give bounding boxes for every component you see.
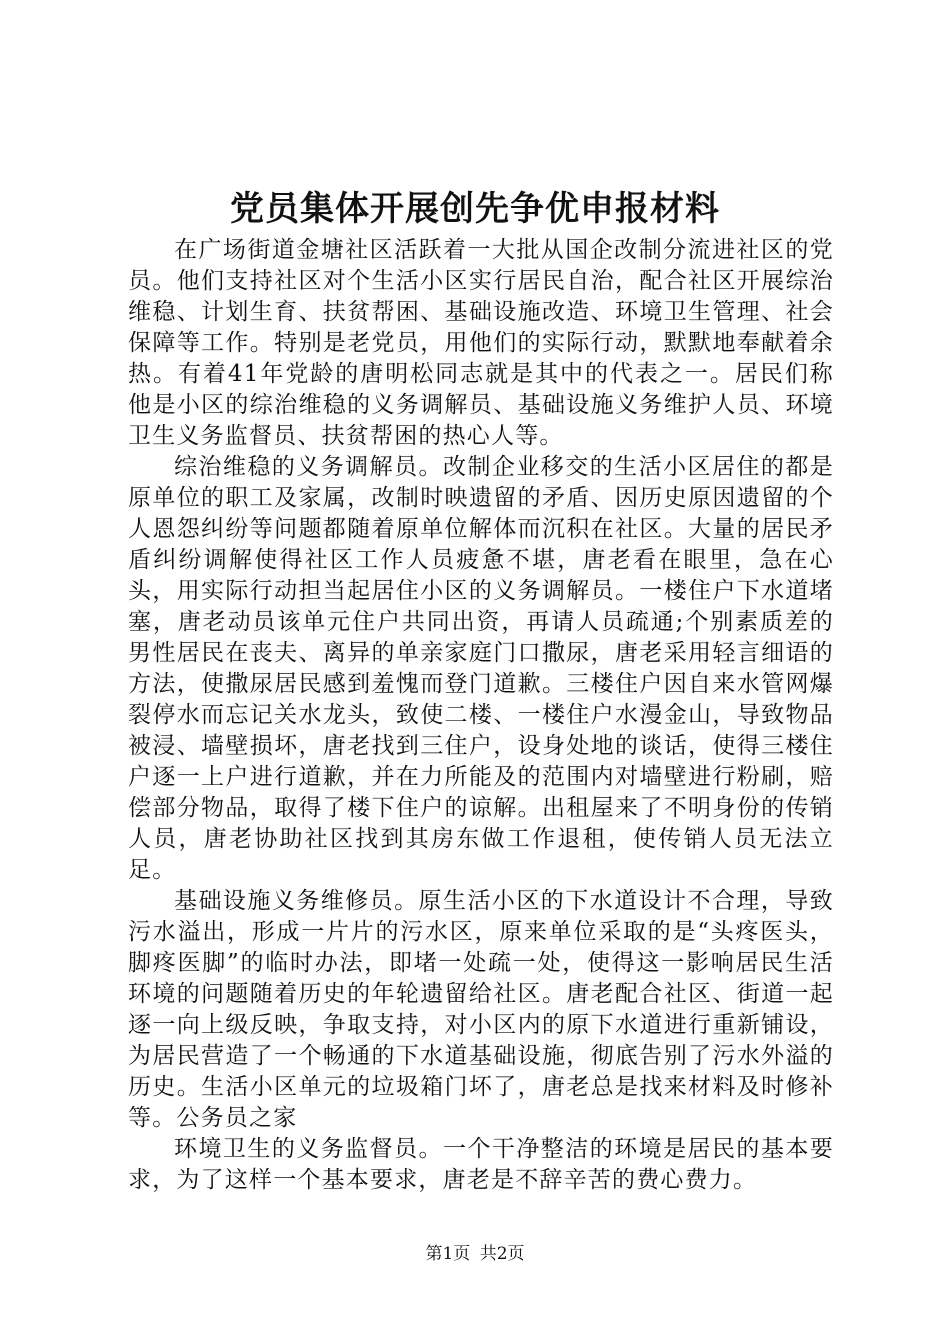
document-body	[128, 235, 834, 1196]
page-footer	[0, 1243, 950, 1265]
page-title: 党员集体开展创先争优申报材料	[230, 189, 720, 229]
paragraph-intro: 在广场街道金塘社区活跃着一大批从国企改制分流进社区的党员。他们支持社区对个生活小区实行居民自治，配合社区开展综治维稳、计划生育、扶贫帮困、基础设施改造、环境卫生管理、社会保障等工作。特别是老党员，用他们的实际行动，默默地奉献着余热。有着41年党龄的唐明松同志就是其中的代表之一。居民们称他是小区的综治维稳的义务调解员、基础设施义务维护人员、环境卫生义务监督员、扶贫帮困的热心人等。	[128, 237, 834, 449]
page-total: 共2页	[479, 1244, 525, 1264]
paragraph-mediator: 综治维稳的义务调解员。改制企业移交的生活小区居住的都是原单位的职工及家属，改制时映遗留的矛盾、因历史原因遗留的个人恩怨纠纷等问题都随着原单位解体而沉积在社区。大量的居民矛盾纠纷调解使得社区工作人员疲惫不堪，唐老看在眼里，急在心头，用实际行动担当起居住小区的义务调解员。一楼住户下水道堵塞，唐老动员该单元住户共同出资，再请人员疏通;个别素质差的男性居民在丧夫、离异的单亲家庭门口撒尿，唐老采用轻言细语的方法，使撒尿居民感到羞愧而登门道歉。三楼住户因自来水管网爆裂停水而忘记关水龙头，致使二楼、一楼住户水漫金山，导致物品被浸、墙壁损坏，唐老找到三住户，设身处地的谈话，使得三楼住户逐一上户进行道歉，并在力所能及的范围内对墙壁进行粉刷，赔偿部分物品，取得了楼下住户的谅解。出租屋来了不明身份的传销人员，唐老协助社区找到其房东做工作退租，使传销人员无法立足。	[128, 454, 834, 883]
paragraph-infrastructure: 基础设施义务维修员。原生活小区的下水道设计不合理，导致污水溢出，形成一片片的污水区，原来单位采取的是“头疼医头，脚疼医脚”的临时办法，即堵一处疏一处，使得这一影响居民生活环境的问题随着历史的年轮遗留给社区。唐老配合社区、街道一起逐一向上级反映，争取支持，对小区内的原下水道进行重新铺设，为居民营造了一个畅通的下水道基础设施，彻底告别了污水外溢的历史。生活小区单元的垃圾箱门坏了，唐老总是找来材料及时修补等。公务员之家	[128, 888, 834, 1131]
paragraph-sanitation: 环境卫生的义务监督员。一个干净整洁的环境是居民的基本要求，为了这样一个基本要求，唐老是不辞辛苦的费心费力。	[128, 1136, 834, 1193]
page-number: 第1页	[425, 1244, 471, 1264]
